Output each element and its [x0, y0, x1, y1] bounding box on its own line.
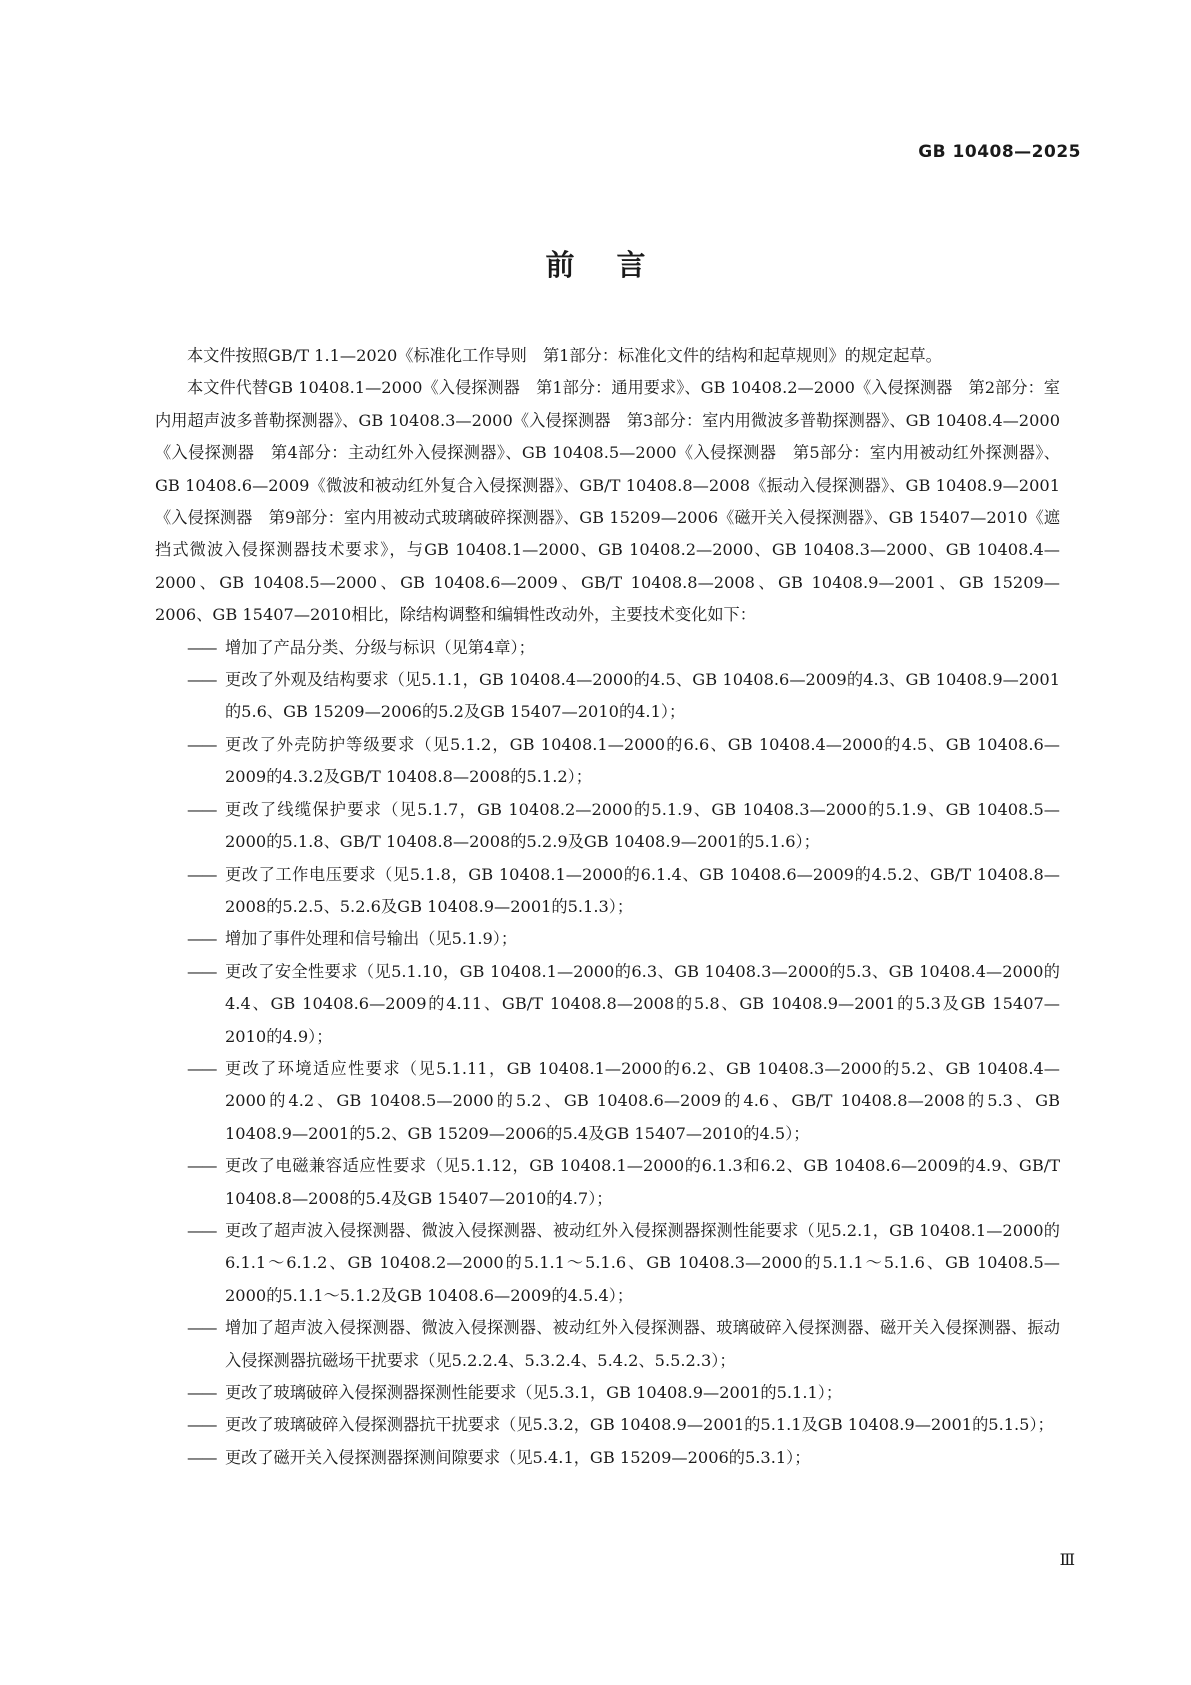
list-dash: ——: [187, 670, 216, 690]
list-dash: ——: [187, 734, 216, 754]
list-item-text: 更改了外壳防护等级要求（见5.1.2，GB 10408.1—2000的6.6、GB 10408.4—2000的4.5、GB 10408.6—2009的4.3.2及GB/T 10408.8—2008的5.1.2）；: [225, 734, 1060, 787]
list-item: [155, 1442, 1060, 1474]
list-dash: ——: [187, 929, 216, 949]
list-item: [155, 729, 1060, 794]
list-item-text: 更改了外观及结构要求（见5.1.1，GB 10408.4—2000的4.5、GB 10408.6—2009的4.3、GB 10408.9—2001的5.6、GB 15209—2006的5.2及GB 15407—2010的4.1）；: [225, 670, 1060, 722]
list-item: [155, 664, 1060, 729]
list-dash: ——: [187, 1156, 216, 1176]
list-item-text: 更改了玻璃破碎入侵探测器抗干扰要求（见5.3.2，GB 10408.9—2001的5.1.1及GB 10408.9—2001的5.1.5）；: [225, 1415, 1054, 1435]
list-item-text: 增加了超声波入侵探测器、微波入侵探测器、被动红外入侵探测器、玻璃破碎入侵探测器、磁开关入侵探测器、振动入侵探测器抗磁场干扰要求（见5.2.2.4、5.3.2.4、5.4.2、5.5.2.3）；: [225, 1318, 1060, 1370]
list-dash: ——: [187, 864, 216, 884]
page-title: 前言: [545, 248, 688, 282]
paragraph: 本文件按照GB/T 1.1—2020《标准化工作导则 第1部分：标准化文件的结构和起草规则》的规定起草。: [187, 346, 942, 365]
list-item-text: 更改了环境适应性要求（见5.1.11，GB 10408.1—2000的6.2、GB 10408.3—2000的5.2、GB 10408.4—2000的4.2、GB 10408.5—2000的5.2、GB 10408.6—2009的4.6、GB/T 10408.8—2008的5.3、GB 10408.9—2001的5.2、GB 15209—2006的5.4及GB 15407—2010的4.5）；: [225, 1058, 1060, 1143]
standard-number: GB 10408—2025: [918, 142, 1081, 162]
list-item: [155, 794, 1060, 859]
document-body: [155, 340, 1060, 1474]
list-item-text: 增加了产品分类、分级与标识（见第4章）；: [225, 637, 535, 657]
list-dash: ——: [187, 1447, 216, 1467]
list-item: [155, 1312, 1060, 1377]
list-dash: ——: [187, 1415, 216, 1435]
list-item: [155, 923, 1060, 955]
list-item: [155, 1377, 1060, 1409]
list-item-text: 更改了电磁兼容适应性要求（见5.1.12，GB 10408.1—2000的6.1.3和6.2、GB 10408.6—2009的4.9、GB/T 10408.8—2008的5.4及GB 15407—2010的4.7）；: [225, 1156, 1060, 1208]
list-item-text: 更改了超声波入侵探测器、微波入侵探测器、被动红外入侵探测器探测性能要求（见5.2.1，GB 10408.1—2000的6.1.1～6.1.2、GB 10408.2—2000的5.1.1～5.1.6、GB 10408.3—2000的5.1.1～5.1.6、GB 10408.5—2000的5.1.1～5.1.2及GB 10408.6—2009的4.5.4）；: [225, 1220, 1060, 1305]
paragraph: 本文件代替GB 10408.1—2000《入侵探测器 第1部分：通用要求》、GB 10408.2—2000《入侵探测器 第2部分：室内用超声波多普勒探测器》、GB 10408.3—2000《入侵探测器 第3部分：室内用微波多普勒探测器》、GB 10408.4—2000《入侵探测器 第4部分：主动红外入侵探测器》、GB 10408.5—2000《入侵探测器 第5部分：室内用被动红外探测器》、GB 10408.6—2009《微波和被动红外复合入侵探测器》、GB/T 10408.8—2008《振动入侵探测器》、GB 10408.9—2001《入侵探测器 第9部分：室内用被动式玻璃破碎探测器》、GB 15209—2006《磁开关入侵探测器》、GB 15407—2010《遮挡式微波入侵探测器技术要求》，与GB 10408.1—2000、GB 10408.2—2000、GB 10408.3—2000、GB 10408.4—2000、GB 10408.5—2000、GB 10408.6—2009、GB/T 10408.8—2008、GB 10408.9—2001、GB 15209—2006、GB 15407—2010相比，除结构调整和编辑性改动外，主要技术变化如下：: [155, 378, 1060, 625]
list-item: [155, 956, 1060, 1053]
change-list: [155, 632, 1060, 1475]
list-item-text: 更改了线缆保护要求（见5.1.7，GB 10408.2—2000的5.1.9、GB 10408.3—2000的5.1.9、GB 10408.5—2000的5.1.8、GB/T 10408.8—2008的5.2.9及GB 10408.9—2001的5.1.6）；: [225, 799, 1060, 852]
list-dash: ——: [187, 637, 216, 657]
list-dash: ——: [187, 1318, 216, 1338]
list-item-text: 增加了事件处理和信号输出（见5.1.9）；: [225, 929, 518, 949]
page-number: Ⅲ: [1059, 1550, 1075, 1569]
list-dash: ——: [187, 799, 216, 819]
list-dash: ——: [187, 1058, 216, 1078]
list-item-text: 更改了安全性要求（见5.1.10，GB 10408.1—2000的6.3、GB 10408.3—2000的5.3、GB 10408.4—2000的4.4、GB 10408.6—2009的4.11、GB/T 10408.8—2008的5.8、GB 10408.9—2001的5.3及GB 15407—2010的4.9）；: [225, 961, 1060, 1046]
list-item: [155, 859, 1060, 924]
list-item-text: 更改了玻璃破碎入侵探测器探测性能要求（见5.3.1，GB 10408.9—2001的5.1.1）；: [225, 1383, 843, 1402]
list-item-text: 更改了工作电压要求（见5.1.8，GB 10408.1—2000的6.1.4、GB 10408.6—2009的4.5.2、GB/T 10408.8—2008的5.2.5、5.2.6及GB 10408.9—2001的5.1.3）；: [225, 864, 1060, 916]
list-dash: ——: [187, 1383, 216, 1402]
list-dash: ——: [187, 961, 216, 981]
list-dash: ——: [187, 1220, 216, 1240]
list-item: [155, 632, 1060, 664]
list-item: [155, 1215, 1060, 1312]
list-item: [155, 1150, 1060, 1215]
list-item: [155, 1409, 1060, 1441]
list-item-text: 更改了磁开关入侵探测器探测间隙要求（见5.4.1，GB 15209—2006的5.3.1）；: [225, 1447, 811, 1467]
list-item: [155, 1053, 1060, 1150]
